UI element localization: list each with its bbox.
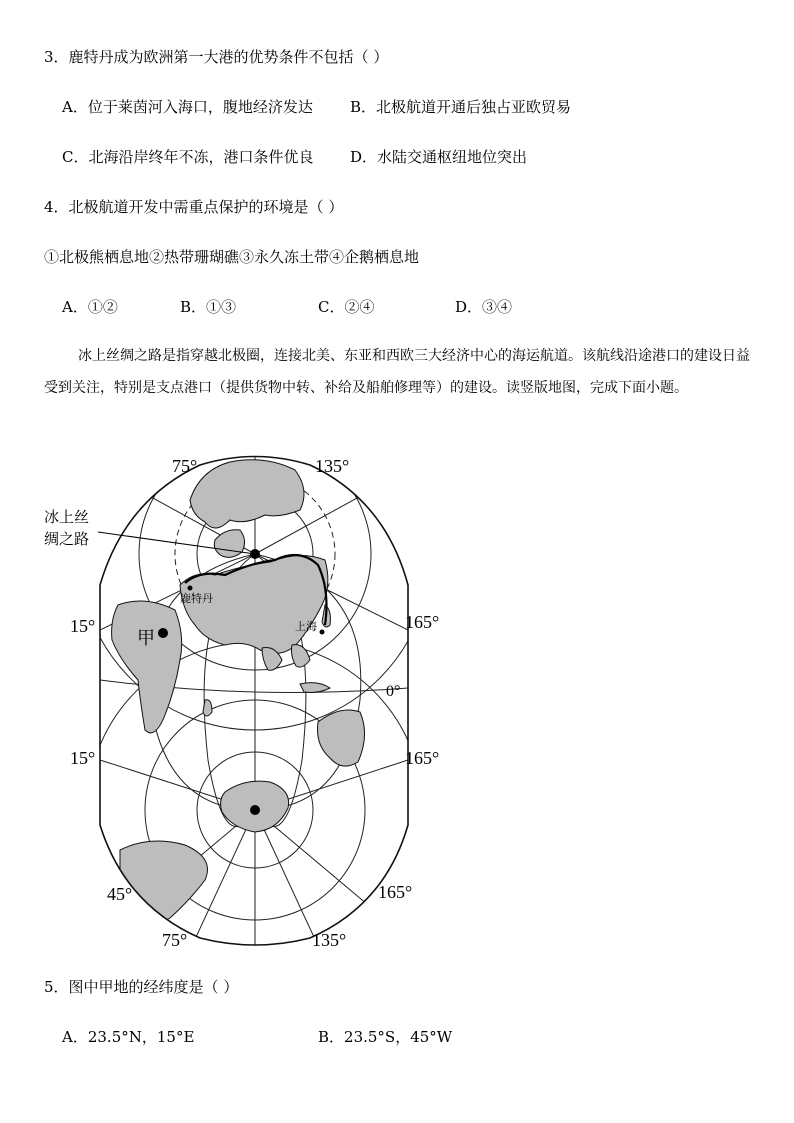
label-15-left-upper: 15° [70, 616, 96, 636]
indonesia-land [300, 683, 330, 693]
q3-option-c[interactable] [62, 147, 314, 167]
option-text: 位于莱茵河入海口，腹地经济发达 [87, 98, 313, 116]
option-text: 水陆交通枢纽地位突出 [377, 148, 528, 166]
q3-option-d[interactable] [350, 147, 527, 167]
label-165-right-lower: 165° [405, 748, 440, 768]
label-165-bottom-right: 165° [378, 882, 413, 902]
question-4-stem: 4．北极航道开发中需重点保护的环境是（ ） [44, 198, 344, 216]
label-45-bottom-left: 45° [107, 884, 133, 904]
q4-option-c[interactable] [318, 297, 375, 317]
north-pole-point [250, 549, 260, 559]
option-letter: C． [62, 148, 89, 166]
option-text: ③④ [482, 298, 513, 316]
option-text: 23.5°S，45°W [344, 1028, 453, 1046]
question-4-statement: ①北极熊栖息地②热带珊瑚礁③永久冻土带④企鹅栖息地 [44, 248, 420, 266]
option-letter: A． [62, 1028, 88, 1046]
passage-text: 冰上丝绸之路是指穿越北极圈，连接北美、东亚和西欧三大经济中心的海运航道。该航线沿途港口的建设日益受到关注，特别是支点港口（提供货物中转、补给及船舶修理等）的建设。读竖版地图，完成下面小题。 [44, 348, 750, 396]
shanghai-point [320, 630, 325, 635]
label-shanghai: 上海 [295, 621, 317, 633]
label-lon-75-bottom: 75° [162, 930, 188, 950]
reading-passage [44, 340, 759, 404]
option-text: ②④ [344, 298, 375, 316]
label-lon-75-top: 75° [172, 456, 198, 476]
label-lon-135-bottom: 135° [312, 930, 347, 950]
option-text: 23.5°N，15°E [87, 1028, 195, 1046]
option-text: ①③ [206, 298, 237, 316]
label-rotterdam: 鹿特丹 [180, 593, 213, 605]
south-america-land [120, 841, 208, 923]
q4-option-b[interactable] [180, 297, 236, 317]
option-letter: B． [350, 98, 377, 116]
option-letter: B． [180, 298, 207, 316]
q5-option-a[interactable] [62, 1027, 194, 1047]
africa-land [112, 601, 182, 733]
label-route-line1: 冰上丝 [44, 510, 90, 526]
label-equator: 0° [386, 683, 401, 700]
indochina-land [292, 645, 311, 668]
option-letter: B． [318, 1028, 345, 1046]
option-letter: C． [318, 298, 345, 316]
world-map-figure [0, 440, 794, 960]
q3-option-a[interactable] [62, 97, 313, 117]
q4-option-a[interactable] [62, 297, 118, 317]
label-jia: 甲 [137, 628, 155, 648]
south-pole-point [250, 805, 260, 815]
option-text: 北海沿岸终年不冻，港口条件优良 [88, 148, 314, 166]
label-165-right-upper: 165° [405, 612, 440, 632]
madagascar-land [203, 700, 212, 716]
q5-option-b[interactable] [318, 1027, 452, 1047]
q3-option-b[interactable] [350, 97, 571, 117]
option-text: 北极航道开通后独占亚欧贸易 [376, 98, 572, 116]
question-5-stem: 5．图中甲地的经纬度是（ ） [44, 978, 239, 996]
option-letter: A． [62, 298, 88, 316]
q4-option-d[interactable] [455, 297, 512, 317]
option-letter: D． [350, 148, 378, 166]
option-text: ①② [87, 298, 118, 316]
jia-point [158, 628, 168, 638]
rotterdam-point [188, 586, 193, 591]
australia-land [318, 710, 365, 766]
question-3-stem: 3．鹿特丹成为欧洲第一大港的优势条件不包括（ ） [44, 48, 389, 66]
label-15-left-lower: 15° [70, 748, 96, 768]
option-letter: A． [62, 98, 88, 116]
label-lon-135-top: 135° [315, 456, 350, 476]
option-letter: D． [455, 298, 483, 316]
label-route-line2: 绸之路 [44, 532, 90, 548]
north-america-land [190, 460, 304, 528]
